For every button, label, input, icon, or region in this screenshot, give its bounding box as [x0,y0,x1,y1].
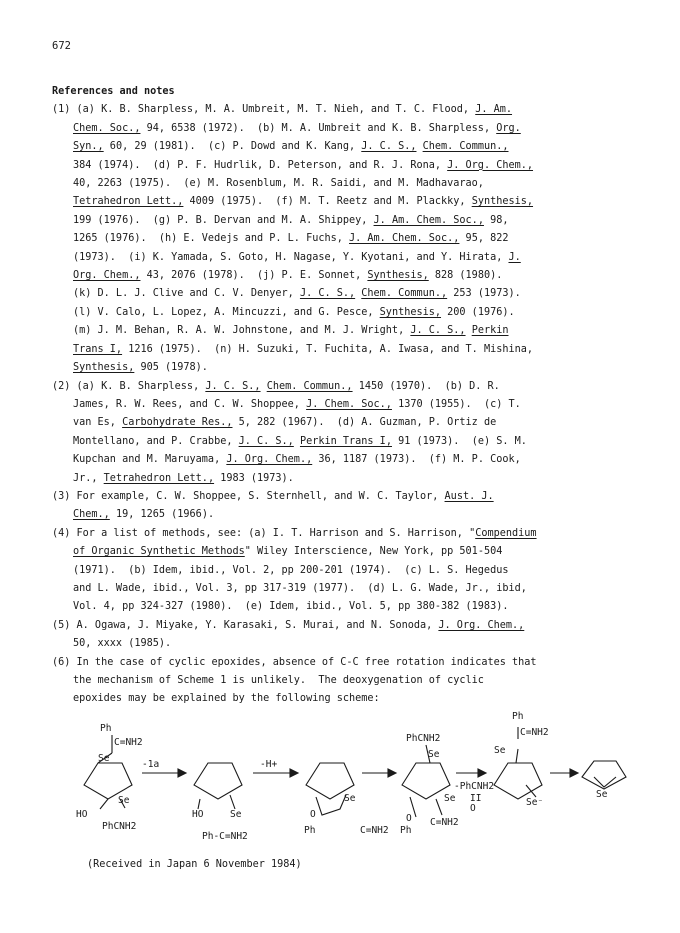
scheme-label: Se [344,793,356,804]
ref-line: Syn., 60, 29 (1981). (c) P. Dowd and K. Kang, J. C. S., Chem. Commun., [73,141,509,153]
page-number: 672 [52,40,71,52]
references-section [52,83,652,709]
ref-line: Montellano, and P. Crabbe, J. C. S., Perkin Trans I, 91 (1973). (e) S. M. [73,435,527,447]
scheme-label: -1a [142,759,160,770]
scheme-label: Se [428,749,440,760]
scheme-label: Ph [400,825,412,836]
scheme-label: O [470,803,476,814]
reference-5 [52,617,652,654]
scheme-label: HO [192,809,204,820]
ring-6 [582,761,626,789]
scheme-label: Se [444,793,456,804]
ref-line: Jr., Tetrahedron Lett., 1983 (1973). [73,472,294,484]
ref-line: 40, 2263 (1975). (e) M. Rosenblum, M. R. Saidi, and M. Madhavarao, [73,178,484,190]
ref-line: James, R. W. Rees, and C. W. Shoppee, J. Chem. Soc., 1370 (1955). (c) T. [73,398,521,410]
received-date: (Received in Japan 6 November 1984) [87,859,302,870]
scheme-label: Se [494,745,506,756]
ref-line: (4) For a list of methods, see: (a) I. T. Harrison and S. Harrison, "Compendium [52,527,537,539]
reference-4 [52,525,652,617]
scheme-label: Ph-C=NH2 [202,831,248,842]
ref-line: 199 (1976). (g) P. B. Dervan and M. A. Shippey, J. Am. Chem. Soc., 98, [73,214,509,226]
scheme-label: -PhCNH2 [454,781,495,792]
reference-3 [52,488,652,525]
ref-line: (3) For example, C. W. Shoppee, S. Sternhell, and W. C. Taylor, Aust. J. [52,490,494,502]
reference-1 [52,101,652,377]
ref-line: Kupchan and M. Maruyama, J. Org. Chem., 36, 1187 (1973). (f) M. P. Cook, [73,454,521,466]
ref-line: the mechanism of Scheme 1 is unlikely. The deoxygenation of cyclic [73,675,484,686]
scheme-label: Ph [100,723,112,734]
scheme-label: O [406,813,412,824]
ref-line: (5) A. Ogawa, J. Miyake, Y. Karasaki, S. Murai, and N. Sonoda, J. Org. Chem., [52,619,525,631]
scheme-label: Se [118,795,130,806]
ref-line: (6) In the case of cyclic epoxides, absence of C-C free rotation indicates that [52,656,537,668]
ref-line: van Es, Carbohydrate Res., 5, 282 (1967). (d) A. Guzman, P. Ortiz de [73,417,497,429]
ref-line: 1265 (1976). (h) E. Vedejs and P. L. Fuchs, J. Am. Chem. Soc., 95, 822 [73,233,509,245]
scheme-label: C=NH2 [114,737,143,748]
ref-line: (2) (a) K. B. Sharpless, J. C. S., Chem. Commun., 1450 (1970). (b) D. R. [52,380,500,392]
ref-line: of Organic Synthetic Methods" Wiley Interscience, New York, pp 501-504 [73,546,503,558]
ring-5 [494,763,542,799]
ref-line: epoxides may be explained by the following scheme: [73,693,380,705]
scheme-label: -H+ [260,759,278,770]
scheme-label: Se [230,809,242,820]
ref-line: (1973). (i) K. Yamada, S. Goto, H. Nagase, Y. Kyotani, and Y. Hirata, J. [73,251,521,263]
scheme-label: PhCNH2 [102,821,137,832]
scheme-label: Se [596,789,608,800]
scheme-label: HO [76,809,88,820]
ref-line: 50, xxxx (1985). [73,638,172,650]
scheme-label: II [470,793,482,804]
ref-line: 384 (1974). (d) P. F. Hudrlik, D. Peterson, and R. J. Rona, J. Org. Chem., [73,159,534,171]
scheme-label: C=NH2 [520,727,549,738]
scheme-label: Ph [304,825,316,836]
scheme-label: O [310,809,316,820]
scheme-label: Se [98,753,110,764]
reference-6 [52,654,652,709]
scheme-label: C=NH2 [360,825,389,836]
ref-line: Chem. Soc., 94, 6538 (1972). (b) M. A. Umbreit and K. B. Sharpless, Org. [73,122,521,134]
ref-line: (k) D. L. J. Clive and C. V. Denyer, J. C. S., Chem. Commun., 253 (1973). [73,288,521,300]
ref-line: (l) V. Calo, L. Lopez, A. Mincuzzi, and G. Pesce, Synthesis, 200 (1976). [73,306,515,318]
scheme-label: C=NH2 [430,817,459,828]
ref-line: (1) (a) K. B. Sharpless, M. A. Umbreit, M. T. Nieh, and T. C. Flood, J. Am. [52,104,513,116]
scheme-label: Ph [512,711,524,722]
scheme-label: PhCNH2 [406,733,441,744]
ring-2 [194,763,242,799]
ref-line: (m) J. M. Behan, R. A. W. Johnstone, and M. J. Wright, J. C. S., Perkin [73,325,509,337]
reaction-scheme-drawing [70,705,630,860]
ref-line: Org. Chem., 43, 2076 (1978). (j) P. E. Sonnet, Synthesis, 828 (1980). [73,270,503,282]
ring-4 [402,763,450,799]
ring-1 [84,763,132,799]
ref-line: Vol. 4, pp 324-327 (1980). (e) Idem, ibid., Vol. 5, pp 380-382 (1983). [73,601,509,613]
ref-line: Synthesis, 905 (1978). [73,362,208,374]
ref-line: Chem., 19, 1265 (1966). [73,509,215,521]
ref-line: (1971). (b) Idem, ibid., Vol. 2, pp 200-201 (1974). (c) L. S. Hegedus [73,564,509,576]
ref-line: Trans I, 1216 (1975). (n) H. Suzuki, T. Fuchita, A. Iwasa, and T. Mishina, [73,343,534,355]
ref-line: Tetrahedron Lett., 4009 (1975). (f) M. T. Reetz and M. Plackky, Synthesis, [73,196,534,208]
references-heading: References and notes [52,86,175,97]
scheme-label: Se⁻ [526,797,544,808]
reference-2 [52,378,652,488]
reaction-scheme [70,705,630,860]
ref-line: and L. Wade, ibid., Vol. 3, pp 317-319 (1977). (d) L. G. Wade, Jr., ibid, [73,582,527,594]
